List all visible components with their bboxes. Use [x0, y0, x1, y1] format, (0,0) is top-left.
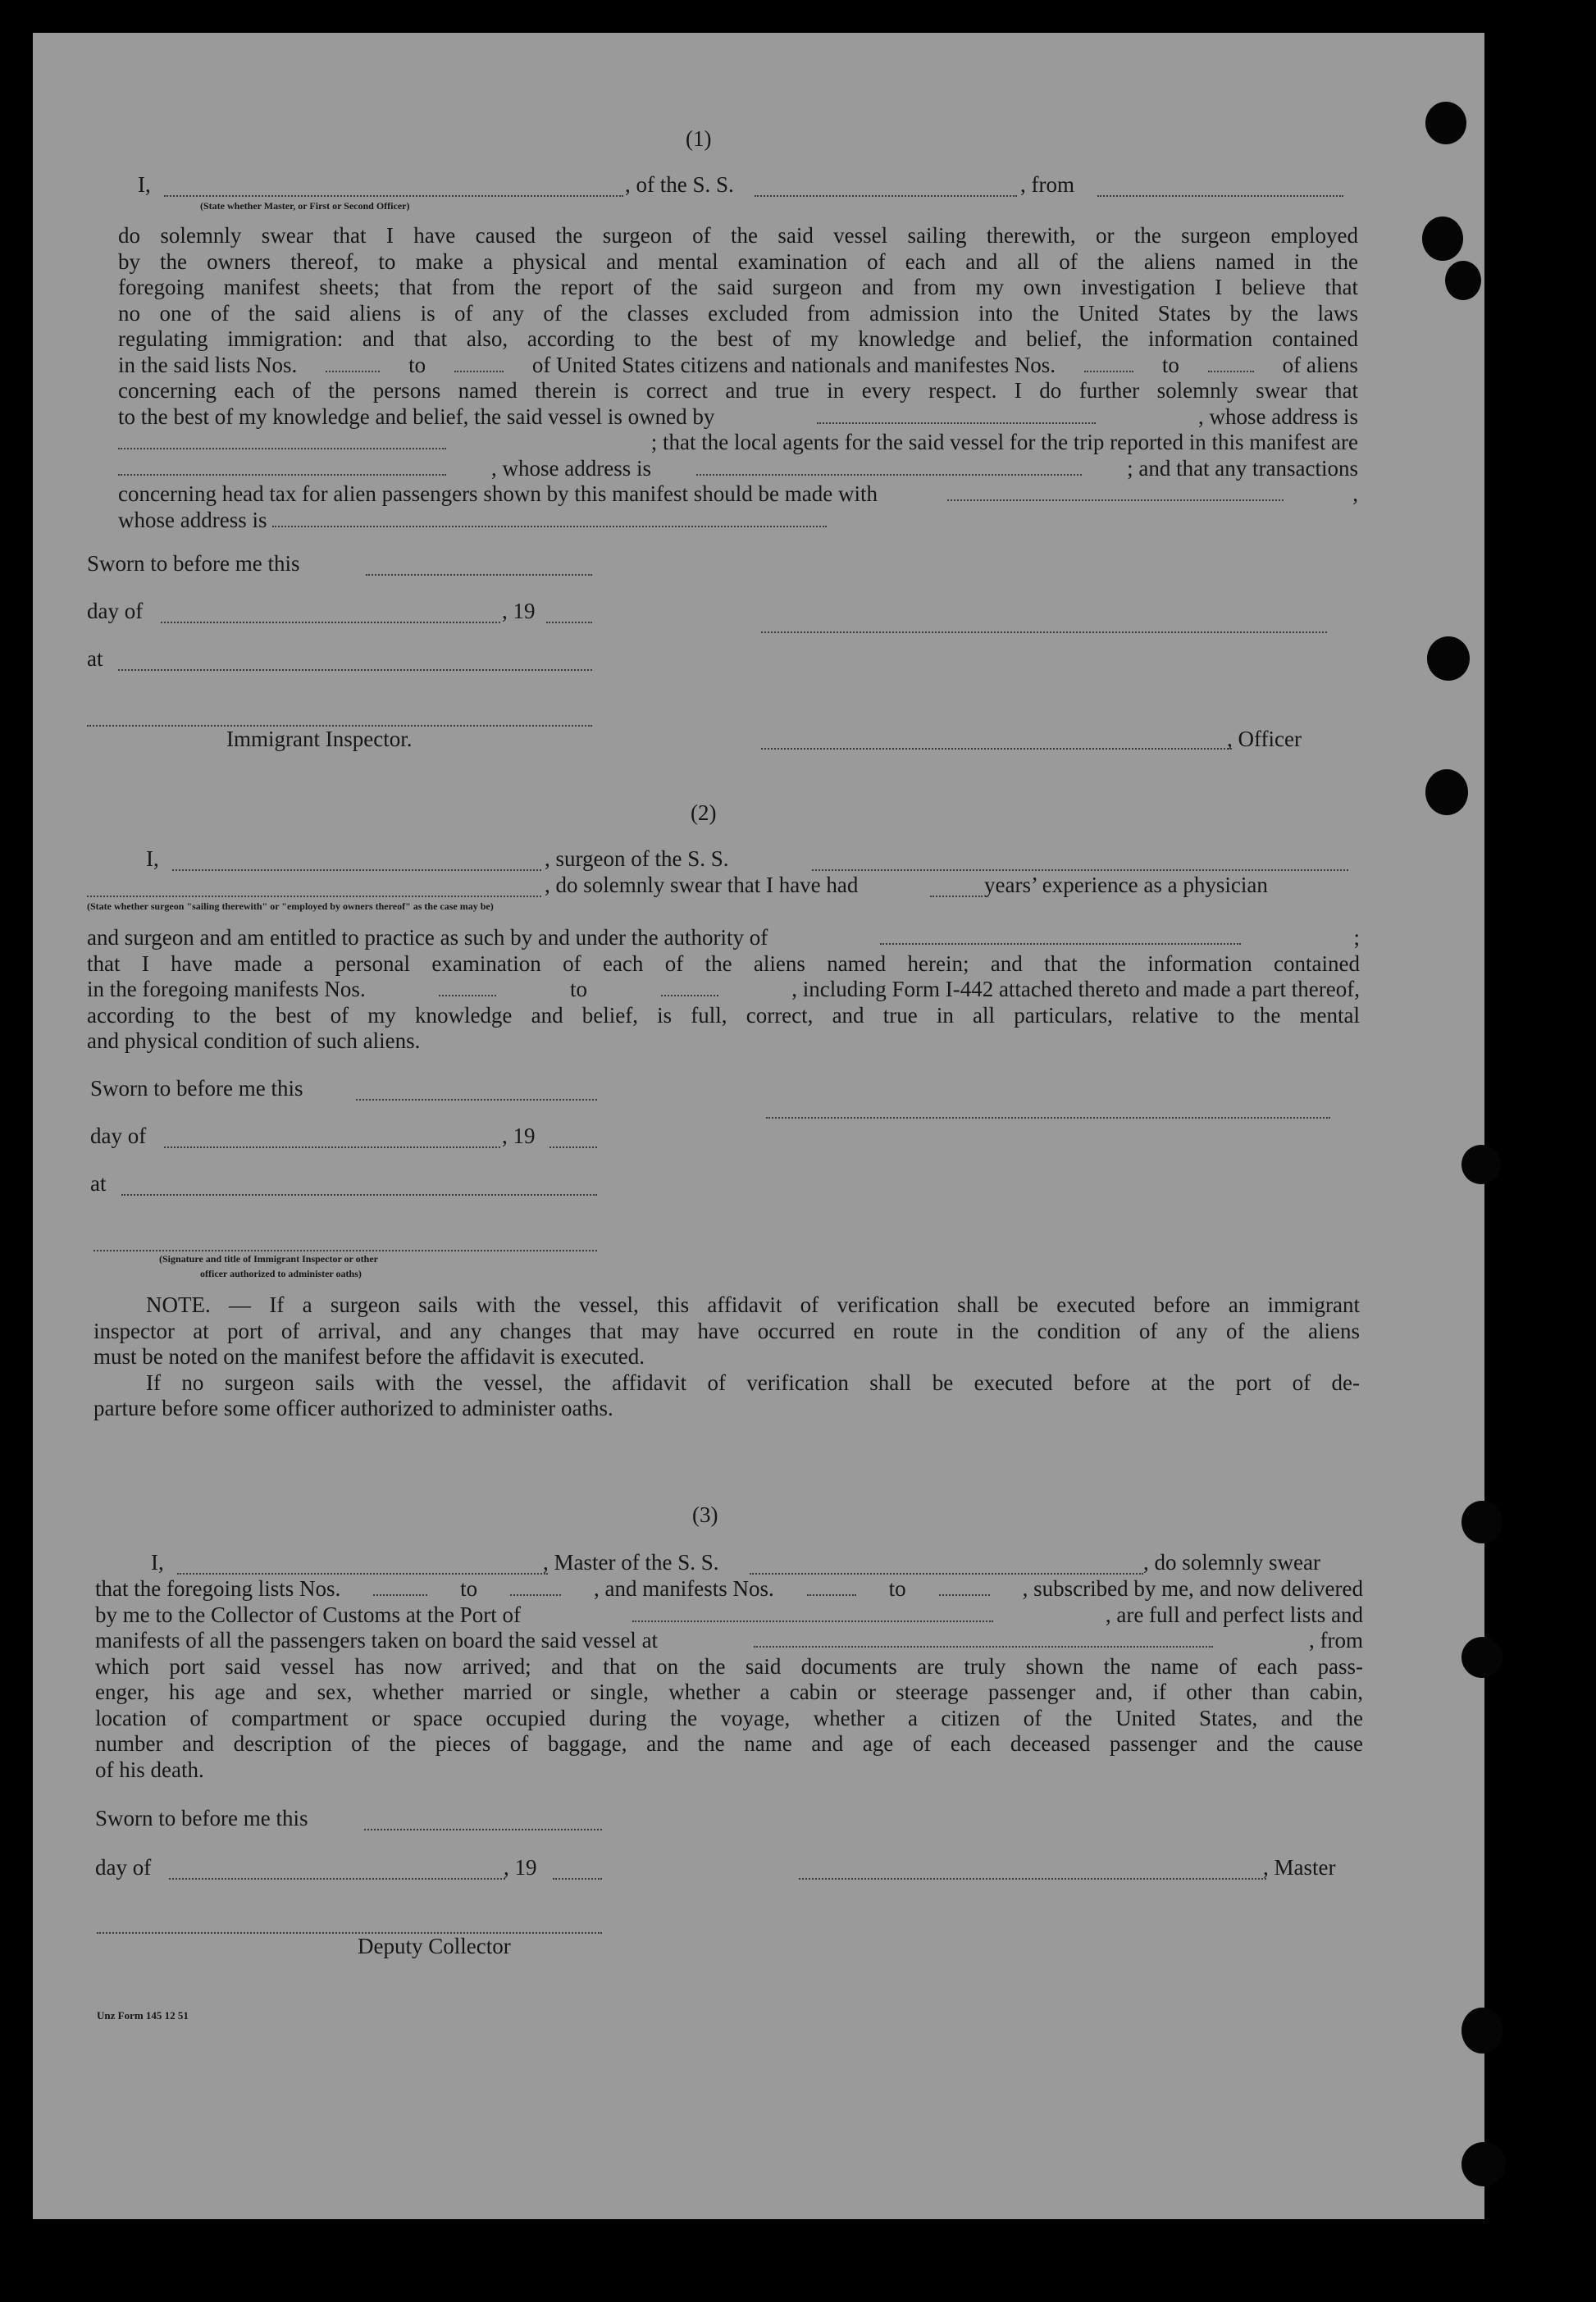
note-line-3: must be noted on the manifest before the affidavit is executed.	[93, 1344, 645, 1369]
s3-line-6: enger, his age and sex, whether married or single, whether a cabin or steerage passenger and, if other than cabin,	[95, 1680, 1363, 1704]
s1-day-field[interactable]	[161, 622, 500, 623]
s2-at-field[interactable]	[121, 1194, 597, 1196]
s1-headtax-address-field[interactable]	[272, 511, 827, 527]
s1-line-2: by the owners thereof, to make a physical and mental examination of each and all of the aliens named in the	[118, 248, 1358, 274]
s2-line-4: according to the best of my knowledge and belief, is full, correct, and true in all particulars, relative to the mental	[87, 1002, 1360, 1028]
s1-l8b: , whose address is	[1198, 403, 1358, 429]
hole-10	[1461, 2142, 1506, 2186]
s2-line-1	[87, 925, 1360, 951]
s2-authority-field[interactable]	[880, 928, 1241, 945]
s2-sworn: Sworn to before me this	[90, 1076, 303, 1101]
s3-l2e: , subscribed by me, and now delivered	[1022, 1576, 1363, 1601]
s2-day-of: day of	[90, 1124, 147, 1148]
s2-l3b: to	[569, 977, 587, 1001]
section-2-number: (2)	[691, 800, 717, 825]
note-block	[93, 1292, 1360, 1422]
s1-line-1: do solemnly swear that I have caused the surgeon of the said vessel sailing therewith, or the surgeon employed	[118, 223, 1358, 248]
s3-nineteen: , 19	[504, 1855, 537, 1880]
s1-l6e: of aliens	[1282, 352, 1358, 377]
s1-l9: ; that the local agents for the said vessel for the trip reported in this manifest are	[650, 430, 1358, 454]
s3-year-field[interactable]	[553, 1878, 602, 1880]
s1-line-4: no one of the said aliens is of any of the classes excluded from admission into the United States by the laws	[118, 300, 1358, 326]
s1-l10b: ; and that any transactions	[1127, 455, 1358, 481]
s1-line-3: foregoing manifest sheets; that from the report of the said surgeon and from my own investigation I believe that	[118, 275, 1358, 299]
s2-sig-note-2: officer authorized to administer oaths)	[200, 1268, 362, 1279]
s2-years: years’ experience as a physician	[984, 873, 1268, 897]
s1-l8a: to the best of my knowledge and belief, the said vessel is owned by	[118, 403, 715, 429]
s3-i: I,	[151, 1550, 164, 1575]
s1-l6c: of United States citizens and nationals and manifestes Nos.	[531, 352, 1056, 377]
form-identifier: Unz Form 145 12 51	[97, 2009, 189, 2022]
s3-day-field[interactable]	[169, 1878, 505, 1880]
s1-sworn-field[interactable]	[366, 574, 592, 576]
s3-master-name-field[interactable]	[177, 1573, 548, 1575]
hole-9	[1461, 2008, 1503, 2054]
s3-ship-field[interactable]	[750, 1573, 1143, 1575]
s1-line-8	[118, 404, 1358, 431]
s1-lists-from-field[interactable]	[326, 356, 380, 372]
s1-officer-field[interactable]	[164, 195, 623, 197]
s1-ship-field[interactable]	[755, 195, 1017, 197]
s1-day-of: day of	[87, 599, 144, 623]
s3-line-4	[95, 1628, 1363, 1654]
hole-1	[1425, 102, 1466, 144]
s3-l2d: to	[888, 1576, 906, 1601]
s2-surgeon-signature-line[interactable]	[766, 1117, 1330, 1119]
s1-of-ss: , of the S. S.	[625, 172, 734, 197]
s1-officer-signature-line[interactable]	[761, 631, 1327, 633]
s2-nineteen: , 19	[502, 1124, 536, 1148]
s2-i: I,	[146, 846, 159, 871]
s2-ship-field[interactable]	[812, 869, 1348, 871]
s1-owner-address-field[interactable]	[118, 433, 446, 449]
s1-line-7: concerning each of the persons named therein is correct and true in every respect. I do further solemnly swear that	[118, 378, 1358, 403]
s2-swear: , do solemnly swear that I have had	[545, 873, 859, 897]
s3-manifests-from-field[interactable]	[807, 1579, 856, 1596]
s3-master-signature-line[interactable]	[799, 1878, 1266, 1880]
s1-line-9	[118, 430, 1358, 456]
s1-agents-address-field[interactable]	[696, 459, 1082, 476]
s1-officer-label: , Officer	[1227, 727, 1302, 751]
s2-sworn-field[interactable]	[356, 1099, 597, 1101]
note-line-1: NOTE. — If a surgeon sails with the vessel, this affidavit of verification shall be executed before an immigrant	[146, 1292, 1360, 1317]
hole-7	[1461, 1501, 1503, 1543]
hole-5	[1425, 769, 1468, 815]
s1-manifests-from-field[interactable]	[1084, 356, 1133, 372]
s2-sig-note-1: (Signature and title of Immigrant Inspector or other	[159, 1253, 378, 1265]
s1-l12: whose address is	[118, 507, 267, 532]
s3-day-of: day of	[95, 1855, 152, 1880]
s1-line-10	[118, 456, 1358, 482]
s3-l4b: , from	[1309, 1628, 1363, 1652]
s3-line-9: of his death.	[95, 1757, 204, 1782]
s2-l3c: , including Form I-442 attached thereto and made a part thereof,	[791, 977, 1360, 1001]
s1-l11: concerning head tax for alien passengers shown by this manifest should be made with	[118, 481, 878, 506]
note-line-4: If no surgeon sails with the vessel, the affidavit of verification shall be executed before at the port of de-	[146, 1370, 1360, 1395]
s1-line-6	[118, 353, 1358, 379]
s1-line-5: regulating immigration: and that also, according to the best of my knowledge and belief, the information contained	[118, 326, 1358, 351]
s2-surgeon: , surgeon of the S. S.	[545, 846, 729, 871]
s1-l6b: to	[408, 352, 426, 377]
s2-years-field[interactable]	[930, 896, 983, 897]
s3-line-3	[95, 1602, 1363, 1629]
s3-deputy-signature-line[interactable]	[97, 1932, 602, 1934]
s2-manifests-to-field[interactable]	[661, 980, 718, 996]
s1-sworn: Sworn to before me this	[87, 551, 300, 576]
s1-officer-note: (State whether Master, or First or Second Officer)	[200, 200, 410, 212]
s1-body	[118, 223, 1358, 533]
s3-l3b: , are full and perfect lists and	[1105, 1602, 1363, 1627]
section-1-number: (1)	[686, 126, 712, 151]
s1-at: at	[87, 646, 103, 671]
s3-line-7: location of compartment or space occupied during the voyage, whether a citizen of the United States, and the	[95, 1705, 1363, 1730]
s2-surgeon-name-field[interactable]	[172, 869, 541, 871]
s2-day-field[interactable]	[164, 1146, 500, 1148]
s2-at: at	[90, 1171, 107, 1196]
s2-inspector-signature-line[interactable]	[93, 1250, 597, 1251]
s3-master-of: , Master of the S. S.	[543, 1550, 719, 1575]
s1-line-12	[118, 508, 1358, 534]
hole-2	[1422, 217, 1463, 261]
s1-l6a: in the said lists Nos.	[118, 352, 298, 377]
section-3-number: (3)	[692, 1502, 718, 1527]
hole-3	[1445, 261, 1481, 300]
s1-l10a: , whose address is	[491, 455, 652, 481]
s3-sworn-field[interactable]	[364, 1829, 602, 1830]
s2-line-3	[87, 977, 1360, 1003]
s3-swear: , do solemnly swear	[1143, 1550, 1320, 1575]
s1-owner-field[interactable]	[817, 408, 1096, 424]
s3-line-5: which port said vessel has now arrived; and that on the said documents are truly shown the name of each pass-	[95, 1653, 1363, 1679]
hole-4	[1427, 636, 1470, 681]
s3-l2c: , and manifests Nos.	[594, 1576, 774, 1601]
s3-lists-to-field[interactable]	[510, 1579, 561, 1596]
s1-year-field[interactable]	[546, 622, 592, 623]
form-page	[33, 33, 1484, 2219]
s3-deputy-label: Deputy Collector	[358, 1934, 511, 1958]
s1-manifests-to-field[interactable]	[1208, 356, 1254, 372]
s1-headtax-field[interactable]	[947, 485, 1284, 501]
s2-line-2: that I have made a personal examination of each of the aliens named herein; and that the information contained	[87, 950, 1360, 976]
note-line-5: parture before some officer authorized to administer oaths.	[93, 1396, 613, 1420]
s1-inspector-label: Immigrant Inspector.	[226, 727, 413, 751]
s3-body	[95, 1576, 1363, 1783]
s2-status-field[interactable]	[87, 896, 541, 897]
s3-master-label: , Master	[1263, 1855, 1336, 1880]
hole-8	[1461, 1637, 1503, 1678]
s1-nineteen: , 19	[502, 599, 536, 623]
s3-line-2	[95, 1576, 1363, 1602]
s1-l6d: to	[1161, 352, 1179, 377]
hole-6	[1461, 1145, 1501, 1184]
s2-l1: and surgeon and am entitled to practice as such by and under the authority of	[87, 925, 768, 950]
s1-lists-to-field[interactable]	[454, 356, 504, 372]
s1-agents-field[interactable]	[118, 459, 446, 476]
s3-l4a: manifests of all the passengers taken on board the said vessel at	[95, 1628, 659, 1652]
s1-at-field[interactable]	[118, 669, 592, 671]
s3-lists-from-field[interactable]	[373, 1579, 427, 1596]
s3-l2b: to	[460, 1576, 478, 1601]
s2-manifests-from-field[interactable]	[439, 980, 496, 996]
s1-i: I,	[138, 172, 151, 197]
s3-l2a: that the foregoing lists Nos.	[95, 1576, 341, 1601]
s1-officer-title-line[interactable]	[761, 748, 1232, 750]
s2-line-5: and physical condition of such aliens.	[87, 1028, 421, 1053]
s1-from-field[interactable]	[1097, 195, 1343, 197]
s3-manifests-to-field[interactable]	[939, 1579, 990, 1596]
s2-l3a: in the foregoing manifests Nos.	[87, 977, 366, 1001]
s2-l1-end: ;	[1353, 925, 1360, 950]
s3-l3a: by me to the Collector of Customs at the Port of	[95, 1602, 521, 1627]
note-line-2: inspector at port of arrival, and any changes that may have occurred en route in the condition of any of the aliens	[93, 1318, 1360, 1343]
s3-port-field[interactable]	[632, 1606, 993, 1622]
s1-line-11	[118, 481, 1358, 508]
s2-body	[87, 925, 1360, 1055]
s3-line-8: number and description of the pieces of baggage, and the name and age of each deceased passenger and the cause	[95, 1731, 1363, 1756]
s2-year-field[interactable]	[549, 1146, 597, 1148]
s2-status-note: (State whether surgeon "sailing therewith" or "employed by owners thereof" as the case may be)	[87, 900, 494, 912]
s1-l11-end: ,	[1352, 481, 1358, 506]
s3-boarded-at-field[interactable]	[754, 1631, 1213, 1648]
s1-from: , from	[1020, 172, 1074, 197]
s3-sworn: Sworn to before me this	[95, 1806, 308, 1830]
